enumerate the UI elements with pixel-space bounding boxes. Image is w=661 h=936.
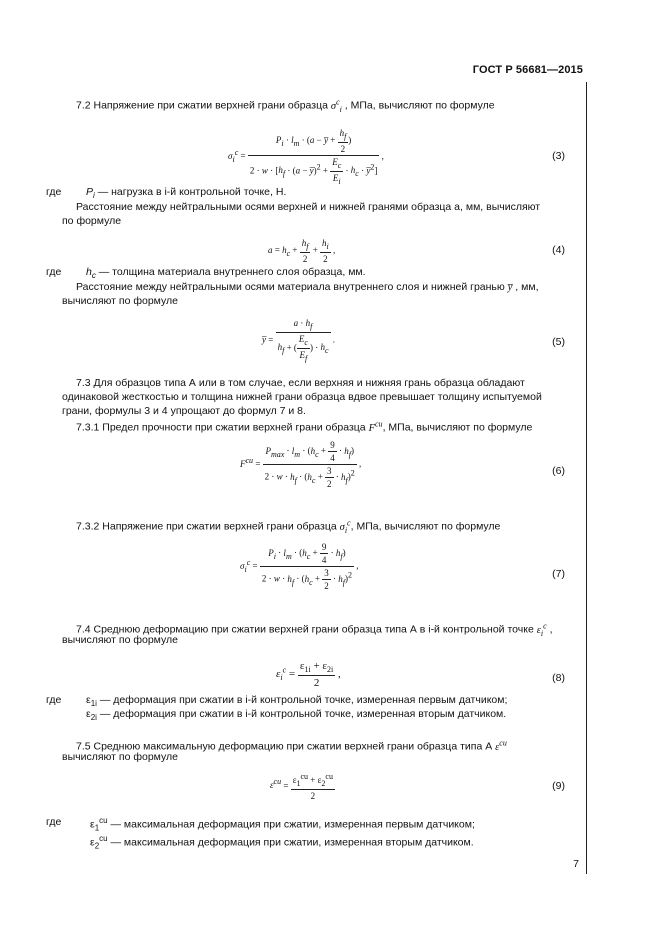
- where-e2i: $\varepsilon_{2i}$ — деформация при сжатии в i-й контрольной точке, измеренная вторым датчиком.: [86, 708, 507, 723]
- where-e2cu: $\varepsilon_2^{cu}$ — максимальная деформация при сжатии, измеренная вторым датчиком.: [90, 834, 474, 851]
- p74-text: 7.4 Среднюю деформацию при сжатии верхней грани образца типа А в i-й контрольной точке: [76, 623, 534, 636]
- formula-6: $F^{cu}$ = $P_{max} \cdot l_m \cdot (h_c$ + $\frac{9}{4}$ · $h_f$) $2 \cdot w \cdot h_f \cdot (h_c$ + $\frac{3}{2}$ · $h_f)^2$ ,: [240, 440, 362, 489]
- p75-text: 7.5 Среднюю максимальную деформацию при сжатии верхней грани образца типа А: [76, 740, 493, 753]
- where-pi-text: — нагрузка в i-й контрольной точке, Н.: [97, 186, 287, 198]
- where-label-3: где: [46, 694, 62, 706]
- p72-tail: , МПа, вычисляют по формуле: [344, 99, 495, 112]
- paragraph-dist-y-2: вычисляют по формуле: [62, 295, 178, 307]
- where-e1cu-text: — максимальная деформация при сжатии, измеренная первым датчиком;: [110, 818, 475, 831]
- equation-number-3: (3): [552, 150, 565, 162]
- p731-text: 7.3.1 Предел прочности при сжатии верхней грани образца: [76, 421, 366, 434]
- fcu-symbol: $F^{cu}$: [368, 419, 383, 434]
- p72-text: 7.2 Напряжение при сжатии верхней грани образца: [76, 99, 328, 112]
- sigma-symbol: $\sigma^c_i$: [330, 97, 342, 114]
- document-header: ГОСТ Р 56681—2015: [472, 64, 583, 76]
- where-label-4: где: [46, 816, 62, 828]
- equation-number-4: (4): [552, 244, 565, 256]
- dist-y-text: Расстояние между нейтральными осями материала внутреннего слоя и нижней гранью: [76, 281, 505, 293]
- paragraph-7-5-2: вычисляют по формуле: [62, 751, 178, 763]
- formula-3: $\sigma_i^c$ = $P_i \cdot l_m \cdot (a$ − y̅ + $\frac{h_f}{2}$ ) $2 \cdot w \cdot [h_f \cdot (a$ − y̅)$^2$ + $\frac{E_c}{E_i}$ · $h_c$ · y̅$^2$] ,: [228, 128, 384, 186]
- equation-number-7: (7): [552, 568, 565, 580]
- paragraph-dist-a-2: по формуле: [62, 215, 122, 227]
- dist-a-text: Расстояние между нейтральными осями верхней и нижней гранями образца a, мм, вычисляют: [76, 201, 541, 213]
- p731-tail: , МПа, вычисляют по формуле: [382, 421, 533, 434]
- paragraph-7-2: [62, 95, 582, 117]
- where-e1cu: $\varepsilon_1^{cu}$ — максимальная деформация при сжатии, измеренная первым датчиком;: [90, 816, 475, 833]
- epsilon-symbol: $\varepsilon_i^c$: [536, 621, 547, 638]
- equation-number-6: (6): [552, 465, 565, 477]
- p732-tail: , МПа, вычисляют по формуле: [350, 520, 501, 533]
- where-hc: $h_c$ — толщина материала внутреннего слоя образца, мм.: [86, 266, 366, 281]
- formula-9: $\varepsilon^{cu}$ = $\frac{\varepsilon_1^{cu} + \varepsilon_2^{cu}}{2}$: [270, 772, 333, 801]
- margin-rule: [586, 82, 587, 874]
- where-pi: $P_i$ — нагрузка в i-й контрольной точке, Н.: [86, 186, 287, 201]
- equation-number-5: (5): [552, 336, 565, 348]
- where-label-2: где: [46, 266, 62, 278]
- paragraph-7-3-2: [62, 516, 582, 538]
- where-e1i-text: — деформация при сжатии в i-й контрольной точке, измеренная первым датчиком;: [99, 694, 508, 706]
- formula-7: $\sigma_i^c$ = $P_i \cdot l_m \cdot (h_c$ + $\frac{9}{4}$ · $h_f$) $2 \cdot w \cdot h_f \cdot (h_c$ + $\frac{3}{2}$ · $h_f)^2$ ,: [240, 542, 359, 591]
- epsilon-cu-symbol: $\varepsilon^{cu}$: [495, 738, 507, 753]
- dist-y-tail: , мм,: [515, 281, 539, 293]
- paragraph-7-3-l1: 7.3 Для образцов типа А или в том случае, если верхняя и нижняя грань образца обладают: [76, 377, 525, 389]
- formula-8: $\varepsilon_i^c$ = $\frac{\varepsilon_{1i} + \varepsilon_{2i}}{2}$ ,: [276, 660, 341, 690]
- equation-number-9: (9): [552, 780, 565, 792]
- where-e2i-text: — деформация при сжатии в i-й контрольной точке, измеренная вторым датчиком.: [99, 708, 507, 720]
- paragraph-7-4: 7.4 Среднюю деформацию при сжатии верхней грани образца типа А в i-й контрольной точке $\varepsilon_i^c$ ,: [76, 621, 553, 638]
- p732-text: 7.3.2 Напряжение при сжатии верхней грани образца: [76, 520, 337, 533]
- y-bar-symbol: y̅: [507, 282, 513, 293]
- paragraph-7-3-1: [62, 417, 582, 436]
- page-number: 7: [573, 858, 579, 870]
- paragraph-7-4-2: вычисляют по формуле: [62, 634, 178, 646]
- formula-5: y̅ = $a \cdot h_f$ $h_f$ + ( $\frac{E_c}{E_f}$ ) · $h_c$ .: [262, 318, 336, 363]
- where-e2cu-text: — максимальная деформация при сжатии, измеренная вторым датчиком.: [110, 836, 474, 849]
- where-label: где: [46, 186, 62, 198]
- where-hc-text: — толщина материала внутреннего слоя образца, мм.: [98, 266, 366, 278]
- sigma-symbol-2: $\sigma_i^c$: [339, 518, 351, 535]
- paragraph-7-3-l2: одинаковой жесткостью и толщина нижней грани образца вдвое превышает толщину испытуемой: [62, 391, 542, 403]
- paragraph-dist-a: [62, 200, 582, 214]
- equation-number-8: (8): [552, 672, 565, 684]
- paragraph-dist-y: [62, 280, 582, 295]
- paragraph-7-3-l3: грани, формулы 3 и 4 упрощают до формул 7 и 8.: [62, 405, 306, 417]
- where-e1i: $\varepsilon_{1i}$ — деформация при сжатии в i-й контрольной точке, измеренная первым датчиком;: [86, 694, 508, 709]
- formula-4: $a = h_c$ + $\frac{h_f}{2}$ + $\frac{h_i}{2}$ ,: [268, 238, 336, 264]
